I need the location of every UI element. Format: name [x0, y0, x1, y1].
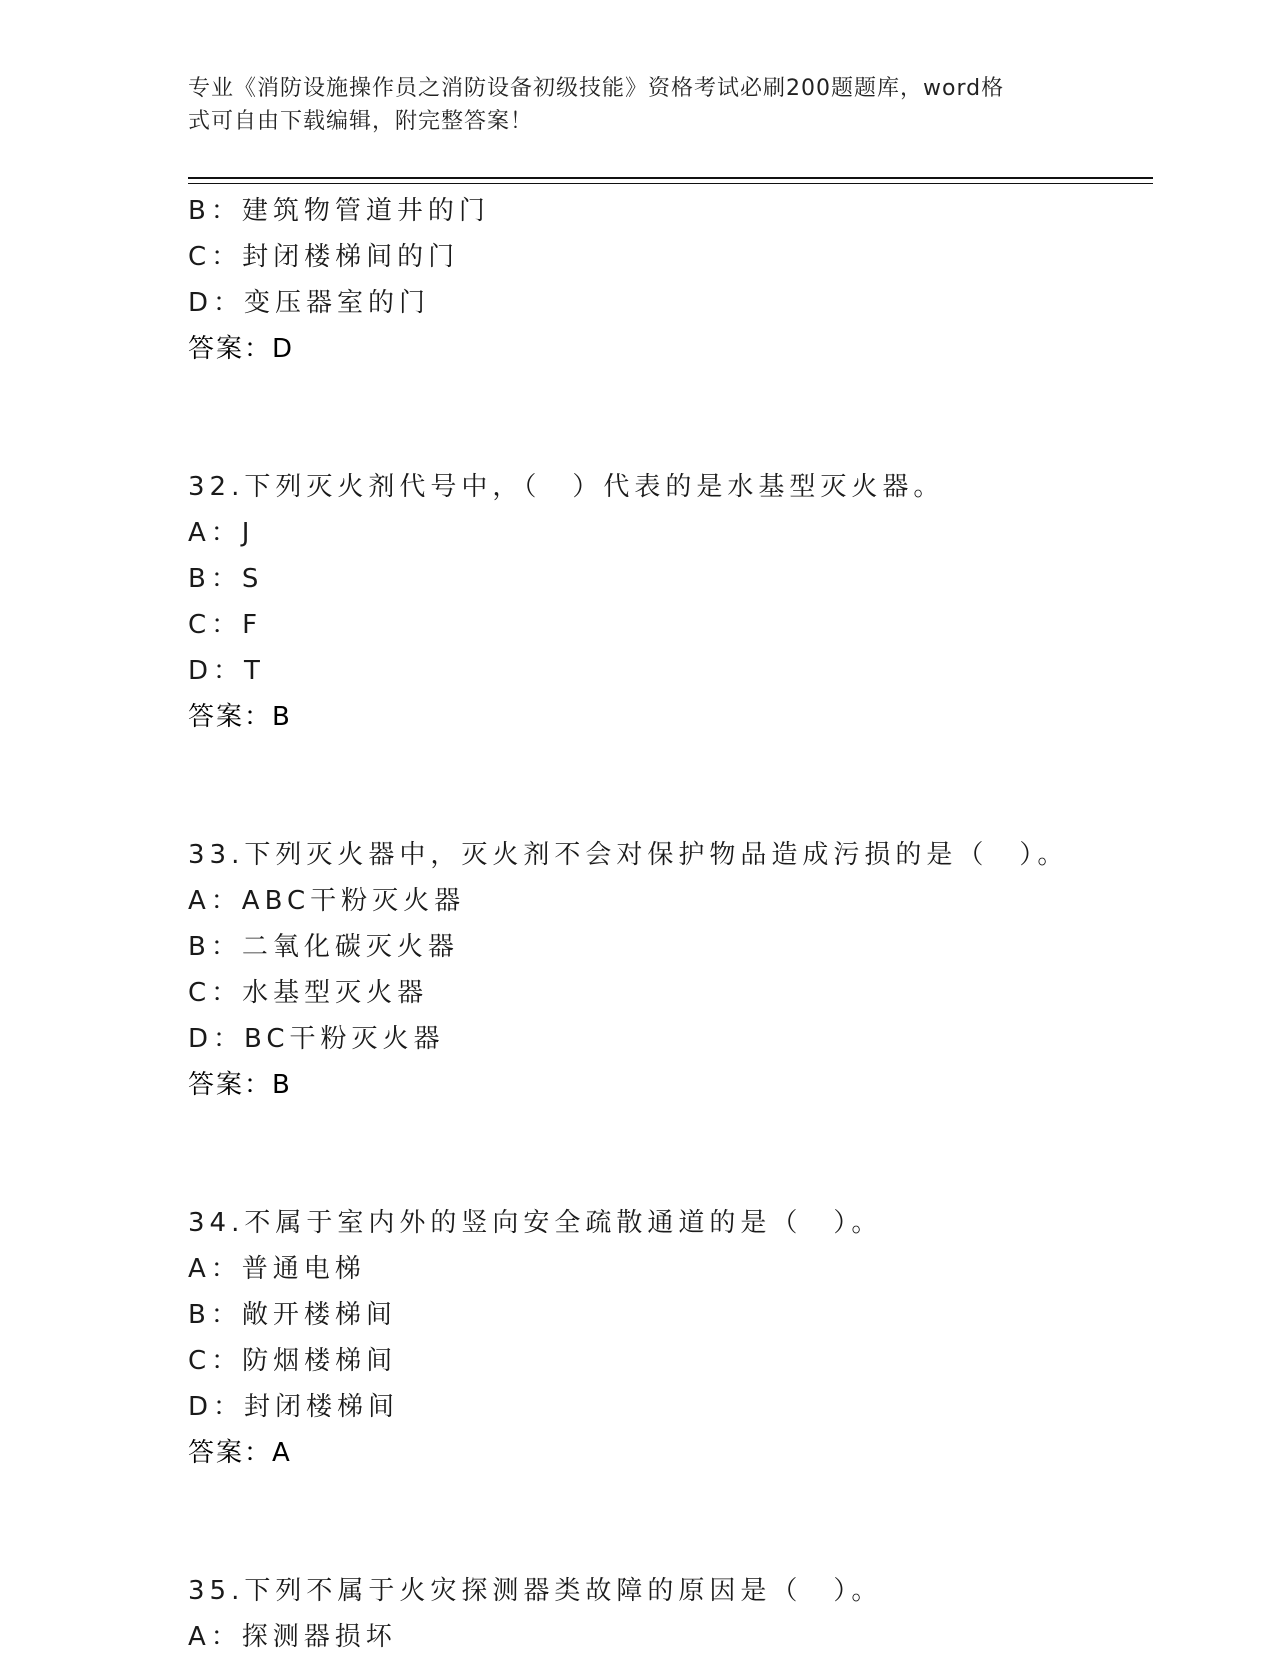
- question-text: 35.下列不属于火灾探测器类故障的原因是（ ）。: [188, 1576, 883, 1606]
- option-c: C：防烟楼梯间: [188, 1346, 398, 1376]
- answer: 答案：A: [188, 1438, 292, 1468]
- option-a: A：普通电梯: [188, 1254, 366, 1284]
- answer: 答案：B: [188, 702, 292, 732]
- header-line-1: 专业《消防设施操作员之消防设备初级技能》资格考试必刷200题题库，word格: [188, 76, 1005, 101]
- question-list: [188, 188, 1148, 1660]
- option-c: C：F: [188, 610, 263, 640]
- option-c: C：封闭楼梯间的门: [188, 242, 460, 272]
- option-a: A：ABC干粉灭火器: [188, 886, 466, 916]
- question-35: [188, 1568, 1148, 1660]
- option-d: D：变压器室的门: [188, 288, 431, 318]
- question-32: [188, 464, 1148, 740]
- option-b: B：建筑物管道井的门: [188, 196, 490, 226]
- question-text: 32.下列灭火剂代号中，（ ）代表的是水基型灭火器。: [188, 472, 945, 502]
- question-33: [188, 832, 1148, 1108]
- header-divider-thin: [188, 183, 1153, 184]
- option-a: A：J: [188, 518, 255, 548]
- header-divider-thick: [188, 177, 1153, 179]
- answer: 答案：B: [188, 1070, 292, 1100]
- question-text: 34.不属于室内外的竖向安全疏散通道的是（ ）。: [188, 1208, 883, 1238]
- option-d: D：封闭楼梯间: [188, 1392, 400, 1422]
- option-d: D：BC干粉灭火器: [188, 1024, 445, 1054]
- document-header: [188, 72, 1068, 138]
- option-b: B：二氧化碳灭火器: [188, 932, 459, 962]
- option-d: D：T: [188, 656, 265, 686]
- question-34: [188, 1200, 1148, 1476]
- question-31: [188, 188, 1148, 372]
- header-line-2: 式可自由下载编辑，附完整答案！: [188, 109, 534, 134]
- option-c: C：水基型灭火器: [188, 978, 429, 1008]
- question-text: 33.下列灭火器中，灭火剂不会对保护物品造成污损的是（ ）。: [188, 840, 1069, 870]
- option-b: B：敞开楼梯间: [188, 1300, 397, 1330]
- option-a: A：探测器损坏: [188, 1622, 397, 1652]
- option-b: B：S: [188, 564, 264, 594]
- answer: 答案：D: [188, 334, 295, 364]
